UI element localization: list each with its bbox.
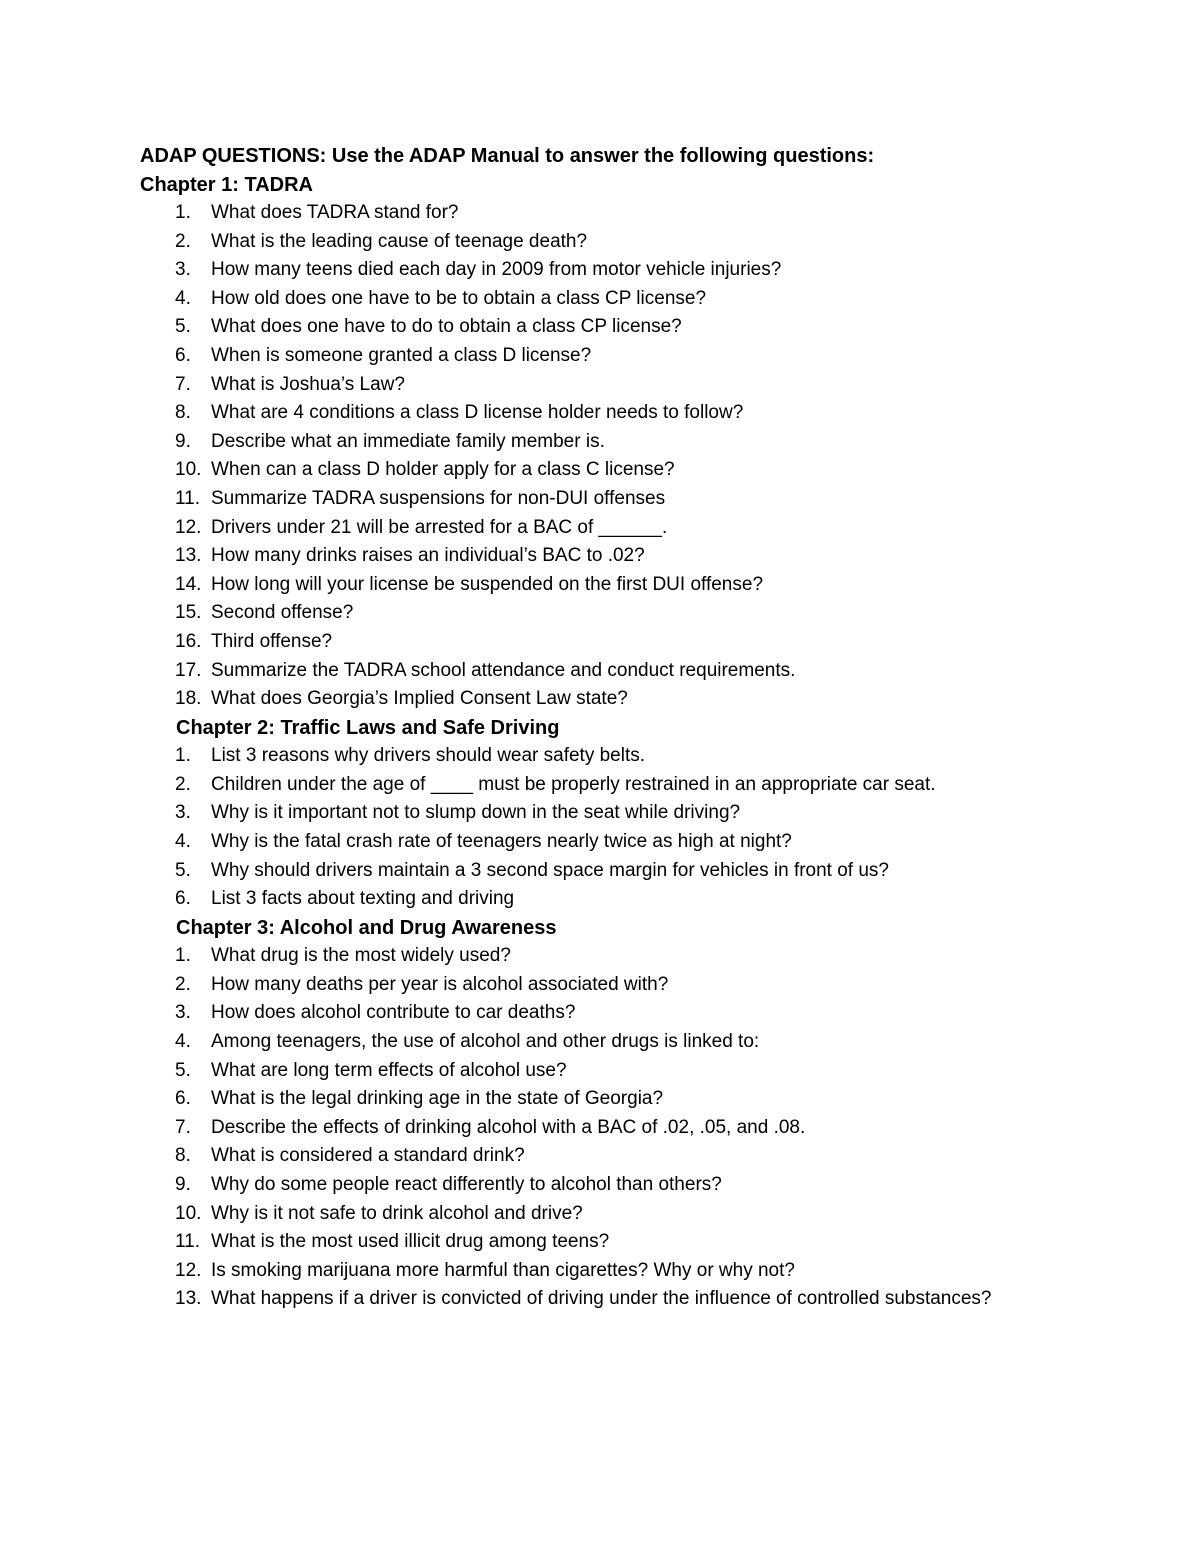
- question-item: [140, 342, 1100, 371]
- question-text: How does alcohol contribute to car deaths?: [211, 1002, 576, 1024]
- question-item: [140, 485, 1100, 514]
- question-item: [140, 657, 1100, 686]
- question-item: [140, 399, 1100, 428]
- question-text: Describe what an immediate family member is.: [211, 430, 605, 452]
- question-text: How many deaths per year is alcohol associated with?: [211, 973, 669, 995]
- question-number: 2.: [175, 230, 191, 252]
- question-text: What is considered a standard drink?: [211, 1145, 525, 1167]
- question-text: Describe the effects of drinking alcohol with a BAC of .02, .05, and .08.: [211, 1116, 806, 1138]
- question-number: 12.: [175, 1259, 202, 1281]
- question-item: [140, 1171, 1100, 1200]
- question-text: List 3 facts about texting and driving: [211, 888, 515, 910]
- question-item: [140, 1028, 1100, 1057]
- question-item: [140, 256, 1100, 285]
- question-item: [140, 514, 1100, 543]
- question-number: 11.: [175, 487, 201, 509]
- question-number: 15.: [175, 602, 202, 624]
- question-text: How long will your license be suspended on the first DUI offense?: [211, 573, 764, 595]
- question-item: [140, 771, 1100, 800]
- question-text: List 3 reasons why drivers should wear safety belts.: [211, 745, 646, 767]
- question-number: 1.: [175, 202, 191, 223]
- question-text: Is smoking marijuana more harmful than cigarettes? Why or why not?: [211, 1259, 795, 1281]
- question-item: [140, 228, 1100, 257]
- question-text: How many drinks raises an individual’s BAC to .02?: [211, 545, 645, 567]
- chapter-1-question-list: [140, 199, 1100, 714]
- question-number: 10.: [175, 459, 202, 481]
- question-item: [140, 857, 1100, 886]
- chapter-2-heading: Chapter 2: Traffic Laws and Safe Driving: [176, 716, 560, 739]
- question-text: What is the most used illicit drug among teens?: [211, 1231, 610, 1253]
- question-item: [140, 942, 1100, 971]
- question-item: [140, 199, 1100, 228]
- question-item: [140, 799, 1100, 828]
- question-text: What does TADRA stand for?: [211, 202, 459, 223]
- question-item: [140, 313, 1100, 342]
- question-number: 18.: [175, 688, 202, 710]
- question-text: When is someone granted a class D license?: [211, 344, 592, 366]
- question-number: 13.: [175, 1288, 202, 1310]
- chapter-2-question-list: [140, 742, 1100, 914]
- question-text: What is the legal drinking age in the state of Georgia?: [211, 1088, 664, 1110]
- question-text: What does Georgia’s Implied Consent Law state?: [211, 688, 628, 710]
- question-text: What is Joshua’s Law?: [211, 373, 405, 395]
- question-number: 13.: [175, 545, 202, 567]
- question-number: 3.: [175, 1002, 191, 1024]
- question-text: Children under the age of ____ must be properly restrained in an appropriate car seat.: [211, 773, 936, 795]
- question-item: [140, 542, 1100, 571]
- question-number: 2.: [175, 973, 191, 995]
- document-title: ADAP QUESTIONS: Use the ADAP Manual to answer the following questions:: [140, 145, 875, 167]
- question-text: How old does one have to be to obtain a class CP license?: [211, 287, 707, 309]
- question-number: 12.: [175, 516, 202, 538]
- question-item: [140, 571, 1100, 600]
- question-number: 3.: [175, 259, 191, 281]
- question-text: Why do some people react differently to alcohol than others?: [211, 1174, 722, 1195]
- question-item: [140, 1200, 1100, 1229]
- question-text: Second offense?: [211, 602, 354, 624]
- question-number: 14.: [175, 573, 202, 595]
- question-item: [140, 1057, 1100, 1086]
- question-text: Summarize the TADRA school attendance and conduct requirements.: [211, 659, 796, 681]
- question-item: [140, 1114, 1100, 1143]
- question-number: 4.: [175, 287, 191, 309]
- question-item: [140, 685, 1100, 714]
- question-number: 11.: [175, 1231, 201, 1253]
- question-text: How many teens died each day in 2009 from motor vehicle injuries?: [211, 259, 782, 281]
- question-text: What happens if a driver is convicted of driving under the influence of controlled substances?: [211, 1288, 992, 1310]
- question-number: 16.: [175, 630, 202, 652]
- question-item: [140, 285, 1100, 314]
- question-number: 3.: [175, 802, 191, 824]
- question-number: 5.: [175, 316, 191, 338]
- chapter-3-question-list: [140, 942, 1100, 1314]
- question-number: 8.: [175, 402, 191, 424]
- question-text: Summarize TADRA suspensions for non-DUI offenses: [211, 487, 666, 509]
- question-item: [140, 599, 1100, 628]
- question-item: [140, 428, 1100, 457]
- question-item: [140, 885, 1100, 914]
- question-number: 1.: [175, 945, 191, 967]
- question-item: [140, 628, 1100, 657]
- question-number: 6.: [175, 344, 191, 366]
- question-number: 8.: [175, 1145, 191, 1167]
- chapter-3-heading: Chapter 3: Alcohol and Drug Awareness: [176, 916, 557, 939]
- question-text: What are long term effects of alcohol use?: [211, 1059, 567, 1081]
- question-number: 4.: [175, 830, 191, 852]
- question-number: 2.: [175, 773, 191, 795]
- question-item: [140, 999, 1100, 1028]
- question-item: [140, 1085, 1100, 1114]
- question-text: Why is it important not to slump down in the seat while driving?: [211, 802, 741, 824]
- question-text: When can a class D holder apply for a class C license?: [211, 459, 675, 481]
- question-item: [140, 1228, 1100, 1257]
- question-number: 17.: [175, 659, 202, 681]
- question-number: 5.: [175, 1059, 191, 1081]
- question-number: 6.: [175, 888, 191, 910]
- question-number: 4.: [175, 1031, 191, 1053]
- question-number: 9.: [175, 1174, 191, 1195]
- question-text: Why is it not safe to drink alcohol and drive?: [211, 1202, 583, 1224]
- question-number: 5.: [175, 859, 191, 881]
- question-number: 7.: [175, 1116, 191, 1138]
- question-number: 6.: [175, 1088, 191, 1110]
- question-item: [140, 1285, 1100, 1314]
- question-item: [140, 971, 1100, 1000]
- question-item: [140, 742, 1100, 771]
- question-number: 7.: [175, 373, 191, 395]
- question-number: 1.: [175, 745, 191, 767]
- document-content: [140, 142, 1100, 1314]
- question-number: 10.: [175, 1202, 202, 1224]
- question-item: [140, 371, 1100, 400]
- question-text: What does one have to do to obtain a class CP license?: [211, 316, 682, 338]
- question-item: [140, 1257, 1100, 1286]
- question-text: Among teenagers, the use of alcohol and other drugs is linked to:: [211, 1031, 760, 1053]
- question-text: What are 4 conditions a class D license holder needs to follow?: [211, 402, 744, 424]
- question-number: 9.: [175, 430, 191, 452]
- chapter-1-heading: Chapter 1: TADRA: [140, 173, 313, 196]
- question-text: Drivers under 21 will be arrested for a BAC of ______.: [211, 516, 668, 538]
- question-text: Third offense?: [211, 630, 333, 652]
- question-text: What drug is the most widely used?: [211, 945, 511, 967]
- question-item: [140, 456, 1100, 485]
- question-item: [140, 1142, 1100, 1171]
- question-text: What is the leading cause of teenage death?: [211, 230, 588, 252]
- question-text: Why should drivers maintain a 3 second space margin for vehicles in front of us?: [211, 859, 889, 881]
- question-text: Why is the fatal crash rate of teenagers nearly twice as high at night?: [211, 830, 792, 852]
- question-item: [140, 828, 1100, 857]
